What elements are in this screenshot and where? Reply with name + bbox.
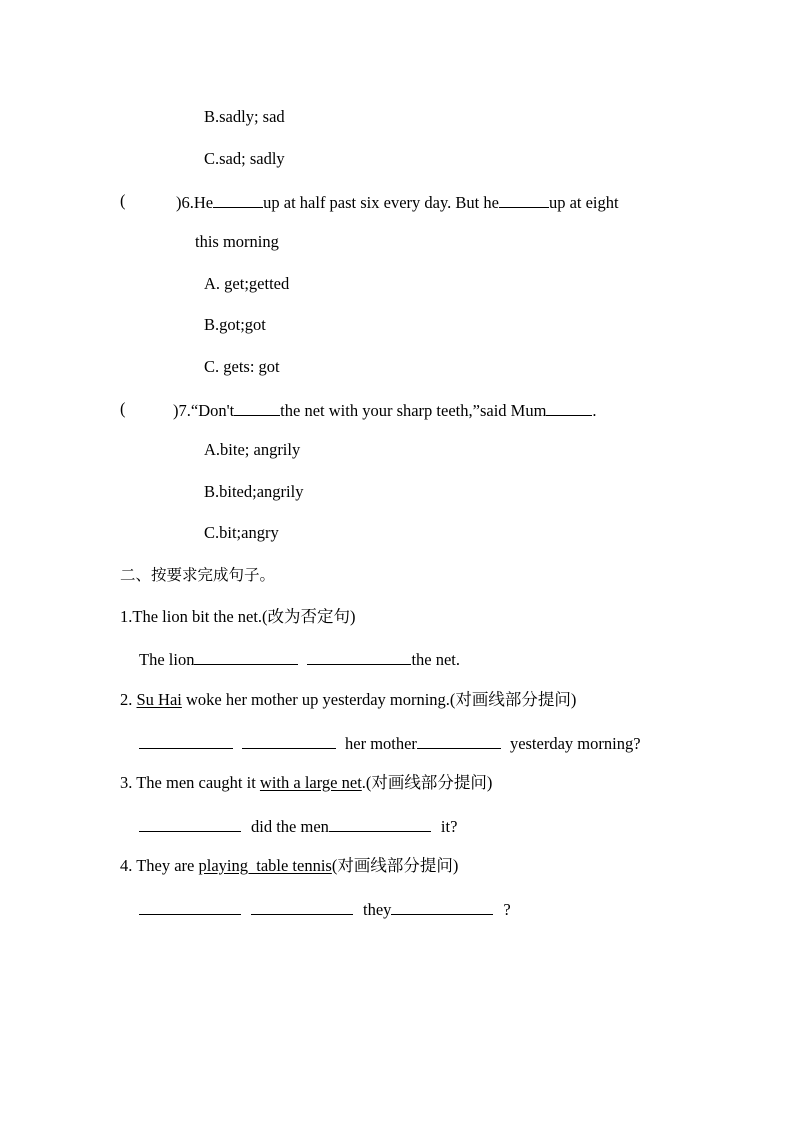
q7-answer-paren-open: (	[120, 399, 126, 418]
q7-blank-1	[234, 399, 280, 416]
s3-answer-end: it?	[440, 817, 458, 836]
s4-blank-2	[251, 898, 353, 915]
s1-question: 1.The lion bit the net.(改为否定句)	[120, 607, 356, 626]
q6-blank-1	[213, 191, 263, 208]
q6-text-3: up at eight	[548, 193, 619, 212]
q5-option-b: B.sadly; sad	[204, 107, 285, 126]
q6-text-1: He	[193, 193, 214, 212]
s1-answer-start: The lion	[139, 650, 195, 669]
q6-stem	[176, 191, 619, 213]
q6-stem-line-2: this morning	[195, 232, 279, 251]
s4-answer-mid: they	[363, 900, 392, 919]
q7-number: )7.	[173, 401, 191, 420]
s3-answer-mid: did the men	[251, 817, 329, 836]
s4-blank-1	[139, 898, 241, 915]
q6-blank-2	[499, 191, 549, 208]
s2-question	[120, 690, 576, 710]
s4-question	[120, 856, 458, 876]
s3-prefix: 3. The men caught it	[120, 773, 260, 792]
s3-blank-2	[329, 815, 431, 832]
q7-stem	[173, 399, 597, 421]
s2-blank-1	[139, 732, 233, 749]
s3-answer-line	[139, 815, 457, 837]
q7-blank-2	[546, 399, 592, 416]
s1-answer-line	[139, 648, 460, 670]
q7-option-c: C.bit;angry	[204, 523, 279, 542]
s4-underlined-part: playing table tennis	[198, 856, 332, 875]
s1-answer-end: the net.	[411, 650, 461, 669]
s3-blank-1	[139, 815, 241, 832]
s3-underlined-part: with a large net	[259, 773, 362, 792]
s1-blank-1	[194, 648, 298, 665]
q5-option-c: C.sad; sadly	[204, 149, 285, 168]
s4-answer-line	[139, 898, 511, 920]
s2-answer-line	[139, 732, 641, 754]
q6-answer-paren-open: (	[120, 191, 126, 210]
s2-rest: woke her mother up yesterday morning.(对画线部分提问)	[181, 690, 577, 709]
q6-option-b: B.got;got	[204, 315, 266, 334]
q6-option-c: C. gets: got	[204, 357, 280, 376]
s2-prefix: 2.	[120, 690, 137, 709]
s3-rest: .(对画线部分提问)	[361, 773, 493, 792]
section-2-heading: 二、按要求完成句子。	[120, 566, 276, 584]
s3-question	[120, 773, 492, 793]
s4-prefix: 4. They are	[120, 856, 199, 875]
s2-underlined-part: Su Hai	[136, 690, 182, 709]
q7-option-b: B.bited;angrily	[204, 482, 304, 501]
s2-blank-2	[242, 732, 336, 749]
q7-text-2: the net with your sharp teeth,”said Mum	[280, 401, 547, 420]
q6-text-2: up at half past six every day. But he	[263, 193, 499, 212]
s4-blank-3	[391, 898, 493, 915]
q7-text-1: “Don't	[190, 401, 235, 420]
s2-answer-end: yesterday morning?	[509, 734, 641, 753]
s2-answer-mid: her mother	[345, 734, 417, 753]
s4-rest: (对画线部分提问)	[331, 856, 459, 875]
q6-number: )6.	[176, 193, 194, 212]
q7-option-a: A.bite; angrily	[204, 440, 301, 459]
s4-answer-end: ?	[503, 900, 511, 919]
s2-blank-3	[417, 732, 501, 749]
q7-text-3: .	[592, 401, 597, 420]
q6-option-a: A. get;getted	[204, 274, 290, 293]
s1-blank-2	[307, 648, 411, 665]
